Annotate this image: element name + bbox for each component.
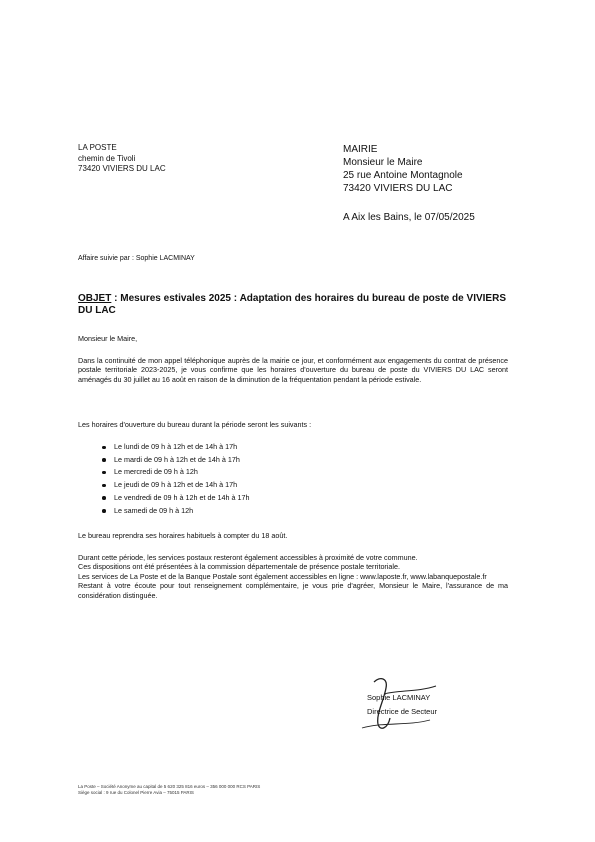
signatory-title: Directrice de Secteur: [367, 707, 438, 716]
recipient-line: Monsieur le Maire: [343, 157, 423, 168]
signatory-name: Sophie LACMINAY: [367, 693, 431, 702]
recipient-line: 25 rue Antoine Montagnole: [343, 170, 463, 181]
sender-address: [78, 143, 166, 175]
sender-line: 73420 VIVIERS DU LAC: [78, 164, 166, 173]
closing-line: Restant à votre écoute pour tout renseignement complémentaire, je vous prie d'agréer, Monsieur le Maire, l'assurance de ma considération distinguée.: [78, 581, 508, 600]
footer: [78, 784, 378, 796]
date-line: A Aix les Bains, le 07/05/2025: [343, 212, 475, 223]
footer-line: La Poste – Société Anonyme au capital de 5 620 325 816 euros – 356 000 000 RCS PARIS: [78, 784, 261, 789]
signature-block: [367, 691, 437, 719]
subject-label: OBJET: [78, 293, 112, 304]
subject-line: [78, 293, 506, 317]
paragraph-2: Les horaires d'ouverture du bureau durant la période seront les suivants :: [78, 420, 312, 429]
footer-line: Siège social : 9 rue du Colonel Pierre Avia – 75015 PARIS: [78, 790, 194, 795]
closing-line: Les services de La Poste et de la Banque Postale sont également accessibles en ligne : www.laposte.fr, www.labanquepostale.fr: [78, 571, 487, 581]
followup-line: Affaire suivie par : Sophie LACMINAY: [78, 255, 195, 262]
subject-text: : Mesures estivales 2025 : Adaptation des horaires du bureau de poste de VIVIERS DU LAC: [78, 293, 506, 316]
recipient-line: MAIRIE: [343, 144, 378, 155]
hours-item: Le samedi de 09 h à 12h: [100, 505, 400, 518]
recipient-line: 73420 VIVIERS DU LAC: [343, 183, 453, 194]
opening-hours-list: [100, 441, 400, 517]
hours-item: Le lundi de 09 h à 12h et de 14h à 17h: [100, 441, 400, 454]
hours-item: Le jeudi de 09 h à 12h et de 14h à 17h: [100, 479, 400, 492]
closing-line: Ces dispositions ont été présentées à la commission départementale de présence postale territoriale.: [78, 562, 401, 572]
closing-paragraph: [78, 553, 508, 600]
paragraph-3: Le bureau reprendra ses horaires habituels à compter du 18 août.: [78, 531, 288, 540]
sender-line: LA POSTE: [78, 143, 117, 152]
hours-item: Le mardi de 09 h à 12h et de 14h à 17h: [100, 454, 400, 467]
recipient-address: [343, 143, 463, 195]
sender-line: chemin de Tivoli: [78, 153, 136, 163]
hours-item: Le vendredi de 09 h à 12h et de 14h à 17h: [100, 492, 400, 505]
greeting: Monsieur le Maire,: [78, 334, 138, 343]
hours-item: Le mercredi de 09 h à 12h: [100, 466, 400, 479]
paragraph-1: Dans la continuité de mon appel téléphonique auprès de la mairie ce jour, et conformément aux engagements du contrat de présence postale territoriale 2023-2025, je vous confirme que les horaires d'ouverture du bureau de poste du VIVIERS DU LAC seront aménagés du 30 juillet au 16 août en raison de la diminution de la fréquentation pendant la période estivale.: [78, 356, 508, 384]
closing-line: Durant cette période, les services postaux resteront également accessibles à proximité de votre commune.: [78, 553, 418, 562]
